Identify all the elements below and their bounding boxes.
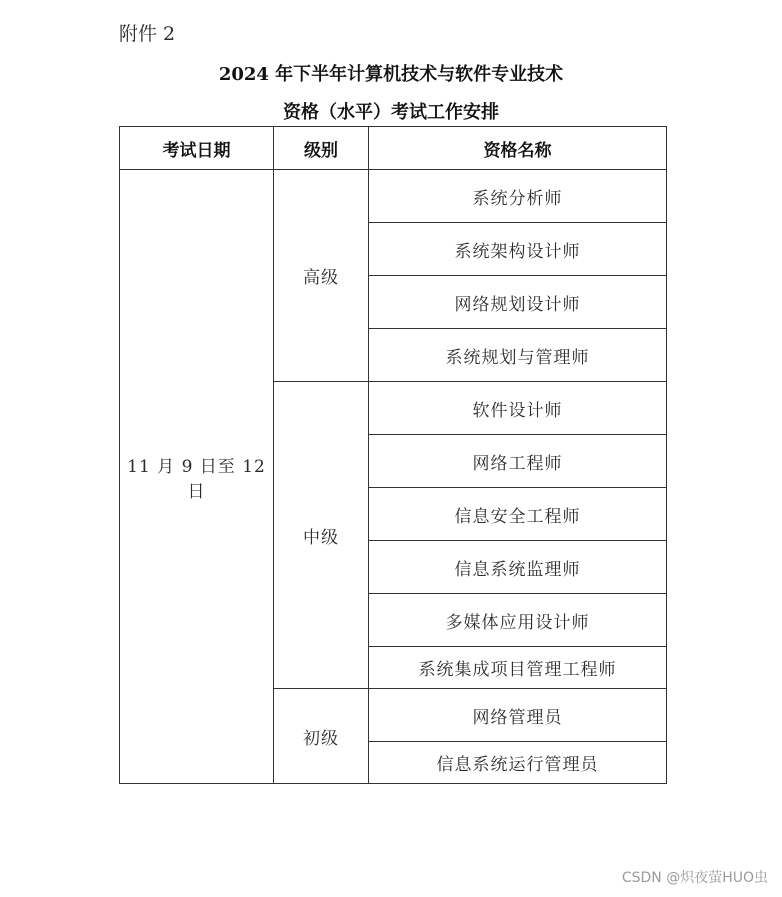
document-title-line1: 2024 年下半年计算机技术与软件专业技术 [218,64,564,85]
table-header-row [120,127,667,170]
level-cell-junior: 初级 [274,689,369,784]
level-cell-intermediate: 中级 [274,382,369,689]
qualification-cell: 软件设计师 [369,382,667,435]
qualification-cell: 信息安全工程师 [369,488,667,541]
header-qualification-name: 资格名称 [369,127,667,170]
qualification-cell: 网络管理员 [369,689,667,742]
qualification-cell: 系统分析师 [369,170,667,223]
exam-schedule-table [119,126,667,784]
qualification-cell: 多媒体应用设计师 [369,594,667,647]
qualification-cell: 网络工程师 [369,435,667,488]
qualification-cell: 系统规划与管理师 [369,329,667,382]
qualification-cell: 信息系统监理师 [369,541,667,594]
exam-date-cell: 11 月 9 日至 12 日 [120,170,274,784]
table-row [120,170,667,223]
qualification-cell: 信息系统运行管理员 [369,742,667,784]
qualification-cell: 系统架构设计师 [369,223,667,276]
qualification-cell: 网络规划设计师 [369,276,667,329]
csdn-watermark: CSDN @炽夜萤HUO虫 [621,870,768,886]
header-level: 级别 [274,127,369,170]
document-title-line2: 资格（水平）考试工作安排 [283,102,499,123]
level-cell-senior: 高级 [274,170,369,382]
header-exam-date: 考试日期 [120,127,274,170]
attachment-label: 附件 2 [119,23,176,45]
qualification-cell: 系统集成项目管理工程师 [369,647,667,689]
